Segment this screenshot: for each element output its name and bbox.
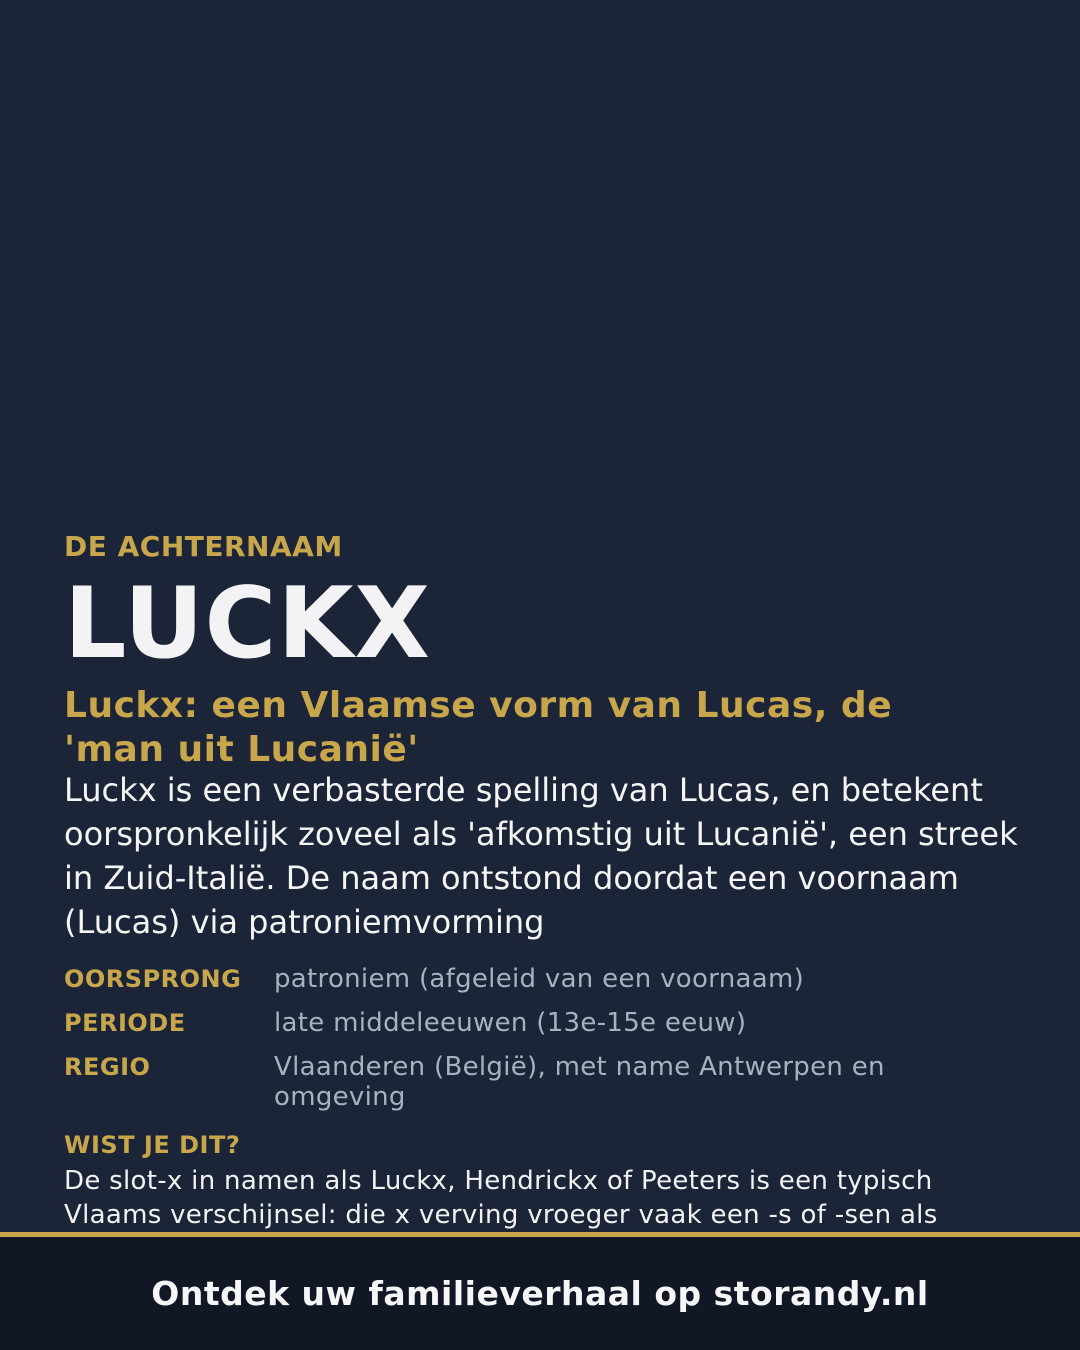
fact-row-period [64,1008,1014,1038]
footer-cta: Ontdek uw familieverhaal op storandy.nl [151,1274,929,1313]
surname-title: LUCKX [64,567,431,681]
body-text: Luckx is een verbasterde spelling van Lucas, en betekent oorspronkelijk zoveel als 'afkomstig uit Lucanië', een streek in Zuid-Italië. De naam ontstond doordat een voornaam (Lucas) via patroniemvorming [64,771,1018,941]
fact-label: REGIO [64,1053,151,1081]
fact-label: OORSPRONG [64,965,242,993]
footer-banner [0,1232,1080,1350]
fact-row-origin [64,964,1014,994]
eyebrow-label: DE ACHTERNAAM [64,530,343,563]
fact-value: Vlaanderen (België), met name Antwerpen en omgeving [274,1052,885,1112]
facts-list [64,964,1014,1126]
headline: Luckx: een Vlaamse vorm van Lucas, de 'man uit Lucanië' [64,685,893,770]
fact-value: patroniem (afgeleid van een voornaam) [274,964,805,994]
fact-value: late middeleeuwen (13e-15e eeuw) [274,1008,747,1038]
trivia-text: De slot-x in namen als Luckx, Hendrickx of Peeters is een typisch Vlaams verschijnsel: die x verving vroeger vaak een -s of -sen als [64,1166,938,1230]
trivia-label: WIST JE DIT? [64,1131,241,1159]
fact-row-region [64,1052,1014,1112]
fact-label: PERIODE [64,1009,186,1037]
